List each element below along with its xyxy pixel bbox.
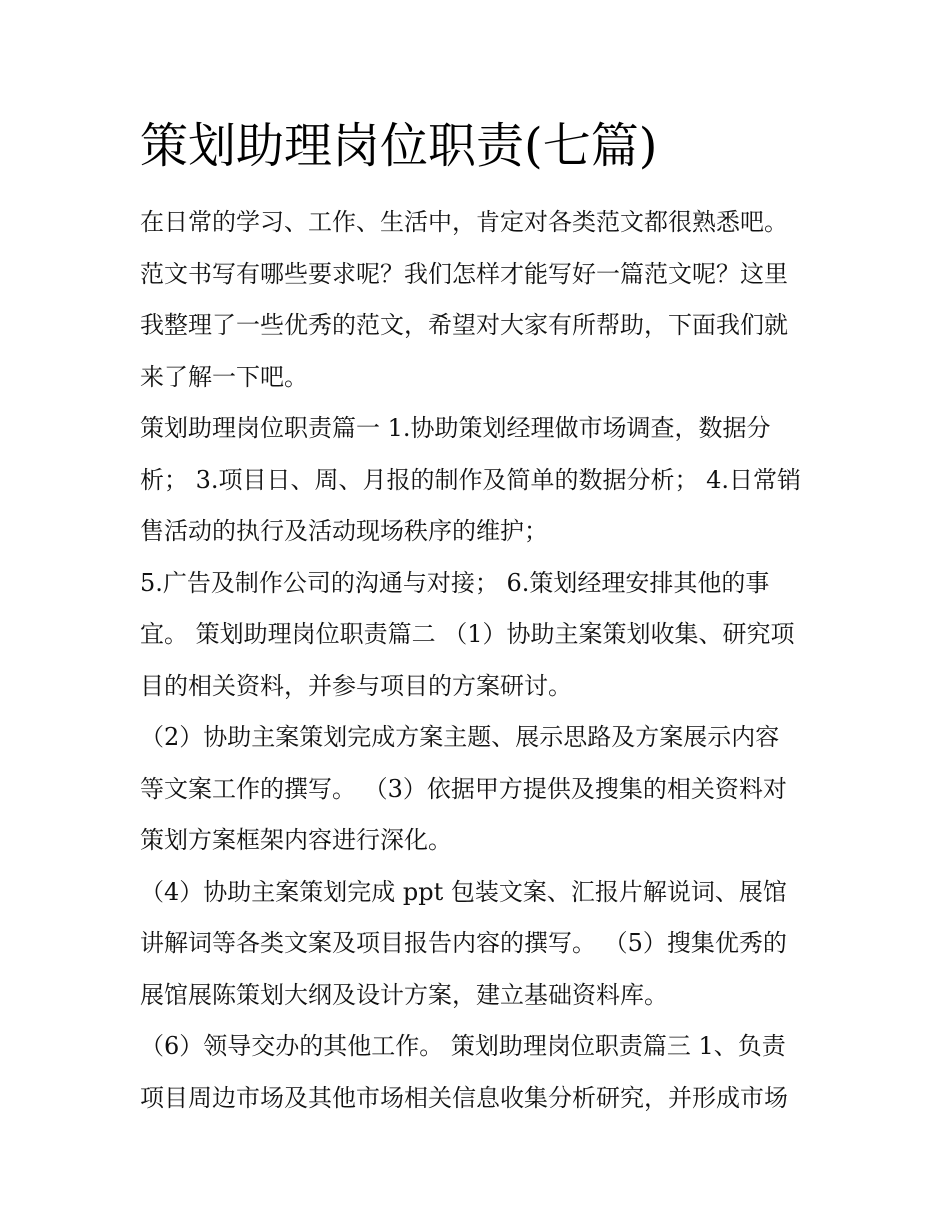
body-line: 售活动的执行及活动现场秩序的维护； xyxy=(140,517,548,545)
body-line: 策划方案框架内容进行深化。 xyxy=(140,826,452,854)
body-line: 范文书写有哪些要求呢？我们怎样才能写好一篇范文呢？这里 xyxy=(140,259,788,288)
body-line: 展馆展陈策划大纲及设计方案，建立基础资料库。 xyxy=(140,980,668,1009)
document-title: 策划助理岗位职责(七篇) xyxy=(140,118,658,174)
body-line: （2）协助主案策划完成方案主题、展示思路及方案展示内容 xyxy=(140,723,780,751)
body-line: 宜。 策划助理岗位职责篇二 （1）协助主案策划收集、研究项 xyxy=(140,620,795,648)
body-line: 5.广告及制作公司的沟通与对接； 6.策划经理安排其他的事 xyxy=(140,568,770,597)
body-line: 项目周边市场及其他市场相关信息收集分析研究，并形成市场 xyxy=(140,1083,788,1112)
body-line: 策划助理岗位职责篇一 1.协助策划经理做市场调查，数据分 xyxy=(140,414,771,442)
body-line: 我整理了一些优秀的范文，希望对大家有所帮助，下面我们就 xyxy=(140,311,788,339)
body-line: 讲解词等各类文案及项目报告内容的撰写。 （5）搜集优秀的 xyxy=(140,929,787,957)
body-line: 析； 3.项目日、周、月报的制作及简单的数据分析； 4.日常销 xyxy=(140,465,802,494)
body-line: 来了解一下吧。 xyxy=(140,362,308,391)
body-line: 等文案工作的撰写。 （3）依据甲方提供及搜集的相关资料对 xyxy=(140,774,787,803)
body-line: （6）领导交办的其他工作。 策划助理岗位职责篇三 1、负责 xyxy=(140,1032,786,1060)
body-line: （4）协助主案策划完成 ppt 包装文案、汇报片解说词、展馆 xyxy=(140,877,787,906)
body-line: 目的相关资料，并参与项目的方案研讨。 xyxy=(140,671,572,700)
body-line: 在日常的学习、工作、生活中，肯定对各类范文都很熟悉吧。 xyxy=(140,208,788,236)
document-body xyxy=(140,197,820,1124)
